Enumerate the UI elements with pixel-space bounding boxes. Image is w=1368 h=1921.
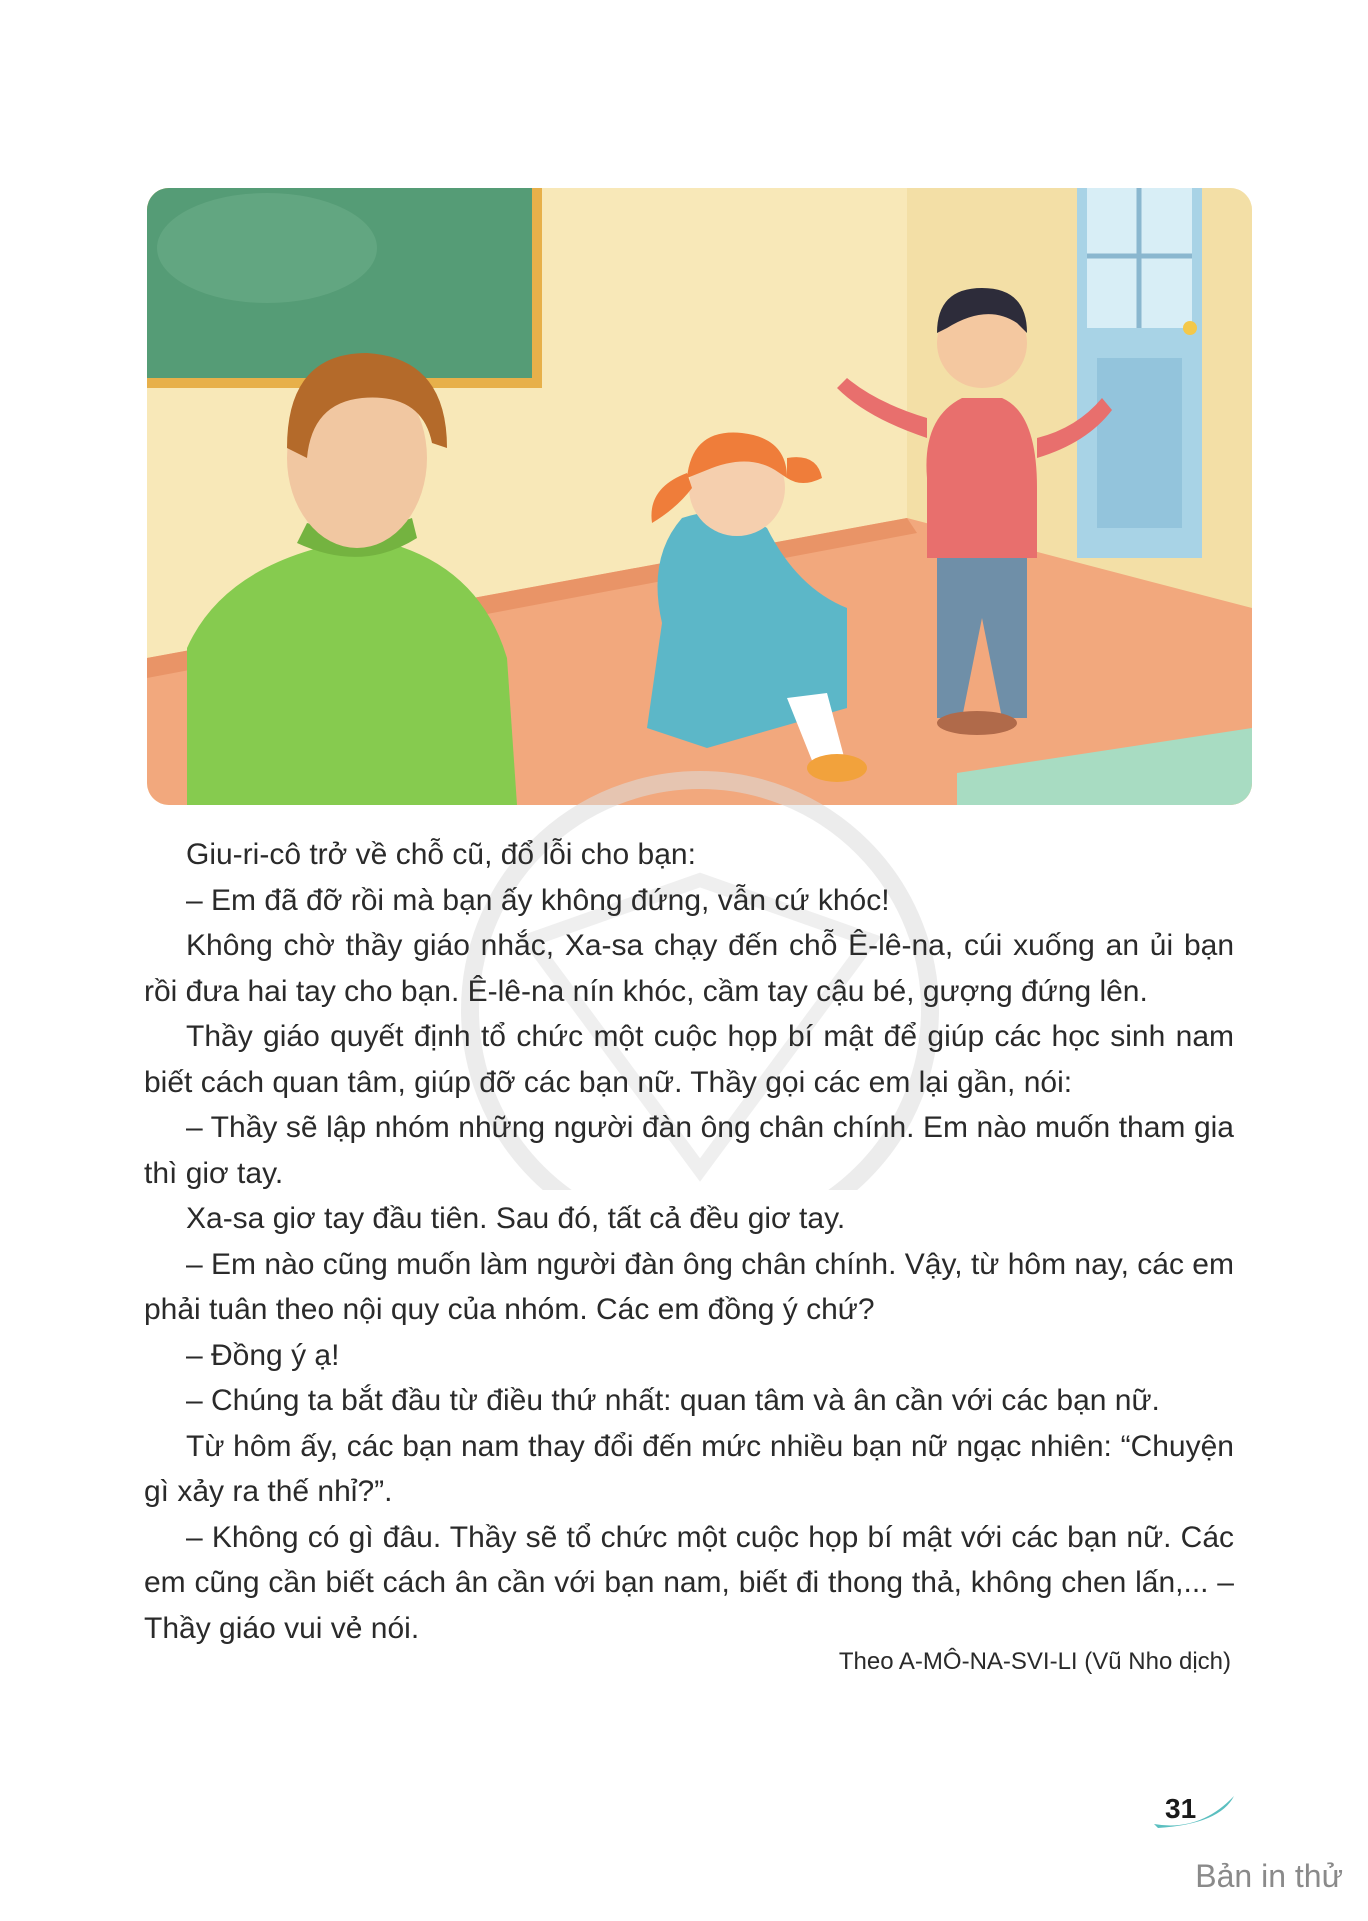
story-paragraph: – Em đã đỡ rồi mà bạn ấy không đứng, vẫn cứ khóc! [186, 883, 890, 917]
story-paragraph: – Thầy sẽ lập nhóm những người đàn ông chân chính. Em nào muốn tham gia thì giơ tay. [144, 1111, 1234, 1190]
story-source: Theo A-MÔ-NA-SVI-LI (Vũ Nho dịch) [838, 1648, 1231, 1675]
story-paragraph: Không chờ thầy giáo nhắc, Xa-sa chạy đến chỗ Ê-lê-na, cúi xuống an ủi bạn rồi đưa hai tay cho bạn. Ê-lê-na nín khóc, cầm tay cậu bé, gượng đứng lên. [144, 929, 1234, 1008]
story-paragraph: Thầy giáo quyết định tổ chức một cuộc họp bí mật để giúp các học sinh nam biết cách quan tâm, giúp đỡ các bạn nữ. Thầy gọi các em lại gần, nói: [144, 1020, 1234, 1099]
story-paragraph: Xa-sa giơ tay đầu tiên. Sau đó, tất cả đều giơ tay. [186, 1202, 846, 1235]
story-paragraph: Giu-ri-cô trở về chỗ cũ, đổ lỗi cho bạn: [186, 838, 696, 871]
story-paragraph: – Không có gì đâu. Thầy sẽ tổ chức một cuộc họp bí mật với các bạn nữ. Các em cũng cần biết cách ân cần với bạn nam, biết đi thong thả, không chen lấn,... – Thầy giáo vui vẻ nói. [144, 1520, 1234, 1645]
story-paragraph: Từ hôm ấy, các bạn nam thay đổi đến mức nhiều bạn nữ ngạc nhiên: “Chuyện gì xảy ra thế nhỉ?”. [144, 1429, 1234, 1508]
print-label: Bản in thử [1195, 1858, 1343, 1894]
story-paragraph: – Chúng ta bắt đầu từ điều thứ nhất: quan tâm và ân cần với các bạn nữ. [186, 1384, 1160, 1417]
story-paragraph: – Đồng ý ạ! [186, 1338, 340, 1372]
story-paragraph: – Em nào cũng muốn làm người đàn ông chân chính. Vậy, từ hôm nay, các em phải tuân theo nội quy của nhóm. Các em đồng ý chứ? [144, 1247, 1234, 1326]
story-illustration [147, 188, 1252, 805]
page-number: 31 [1165, 1793, 1197, 1824]
story-text [144, 832, 1234, 1651]
